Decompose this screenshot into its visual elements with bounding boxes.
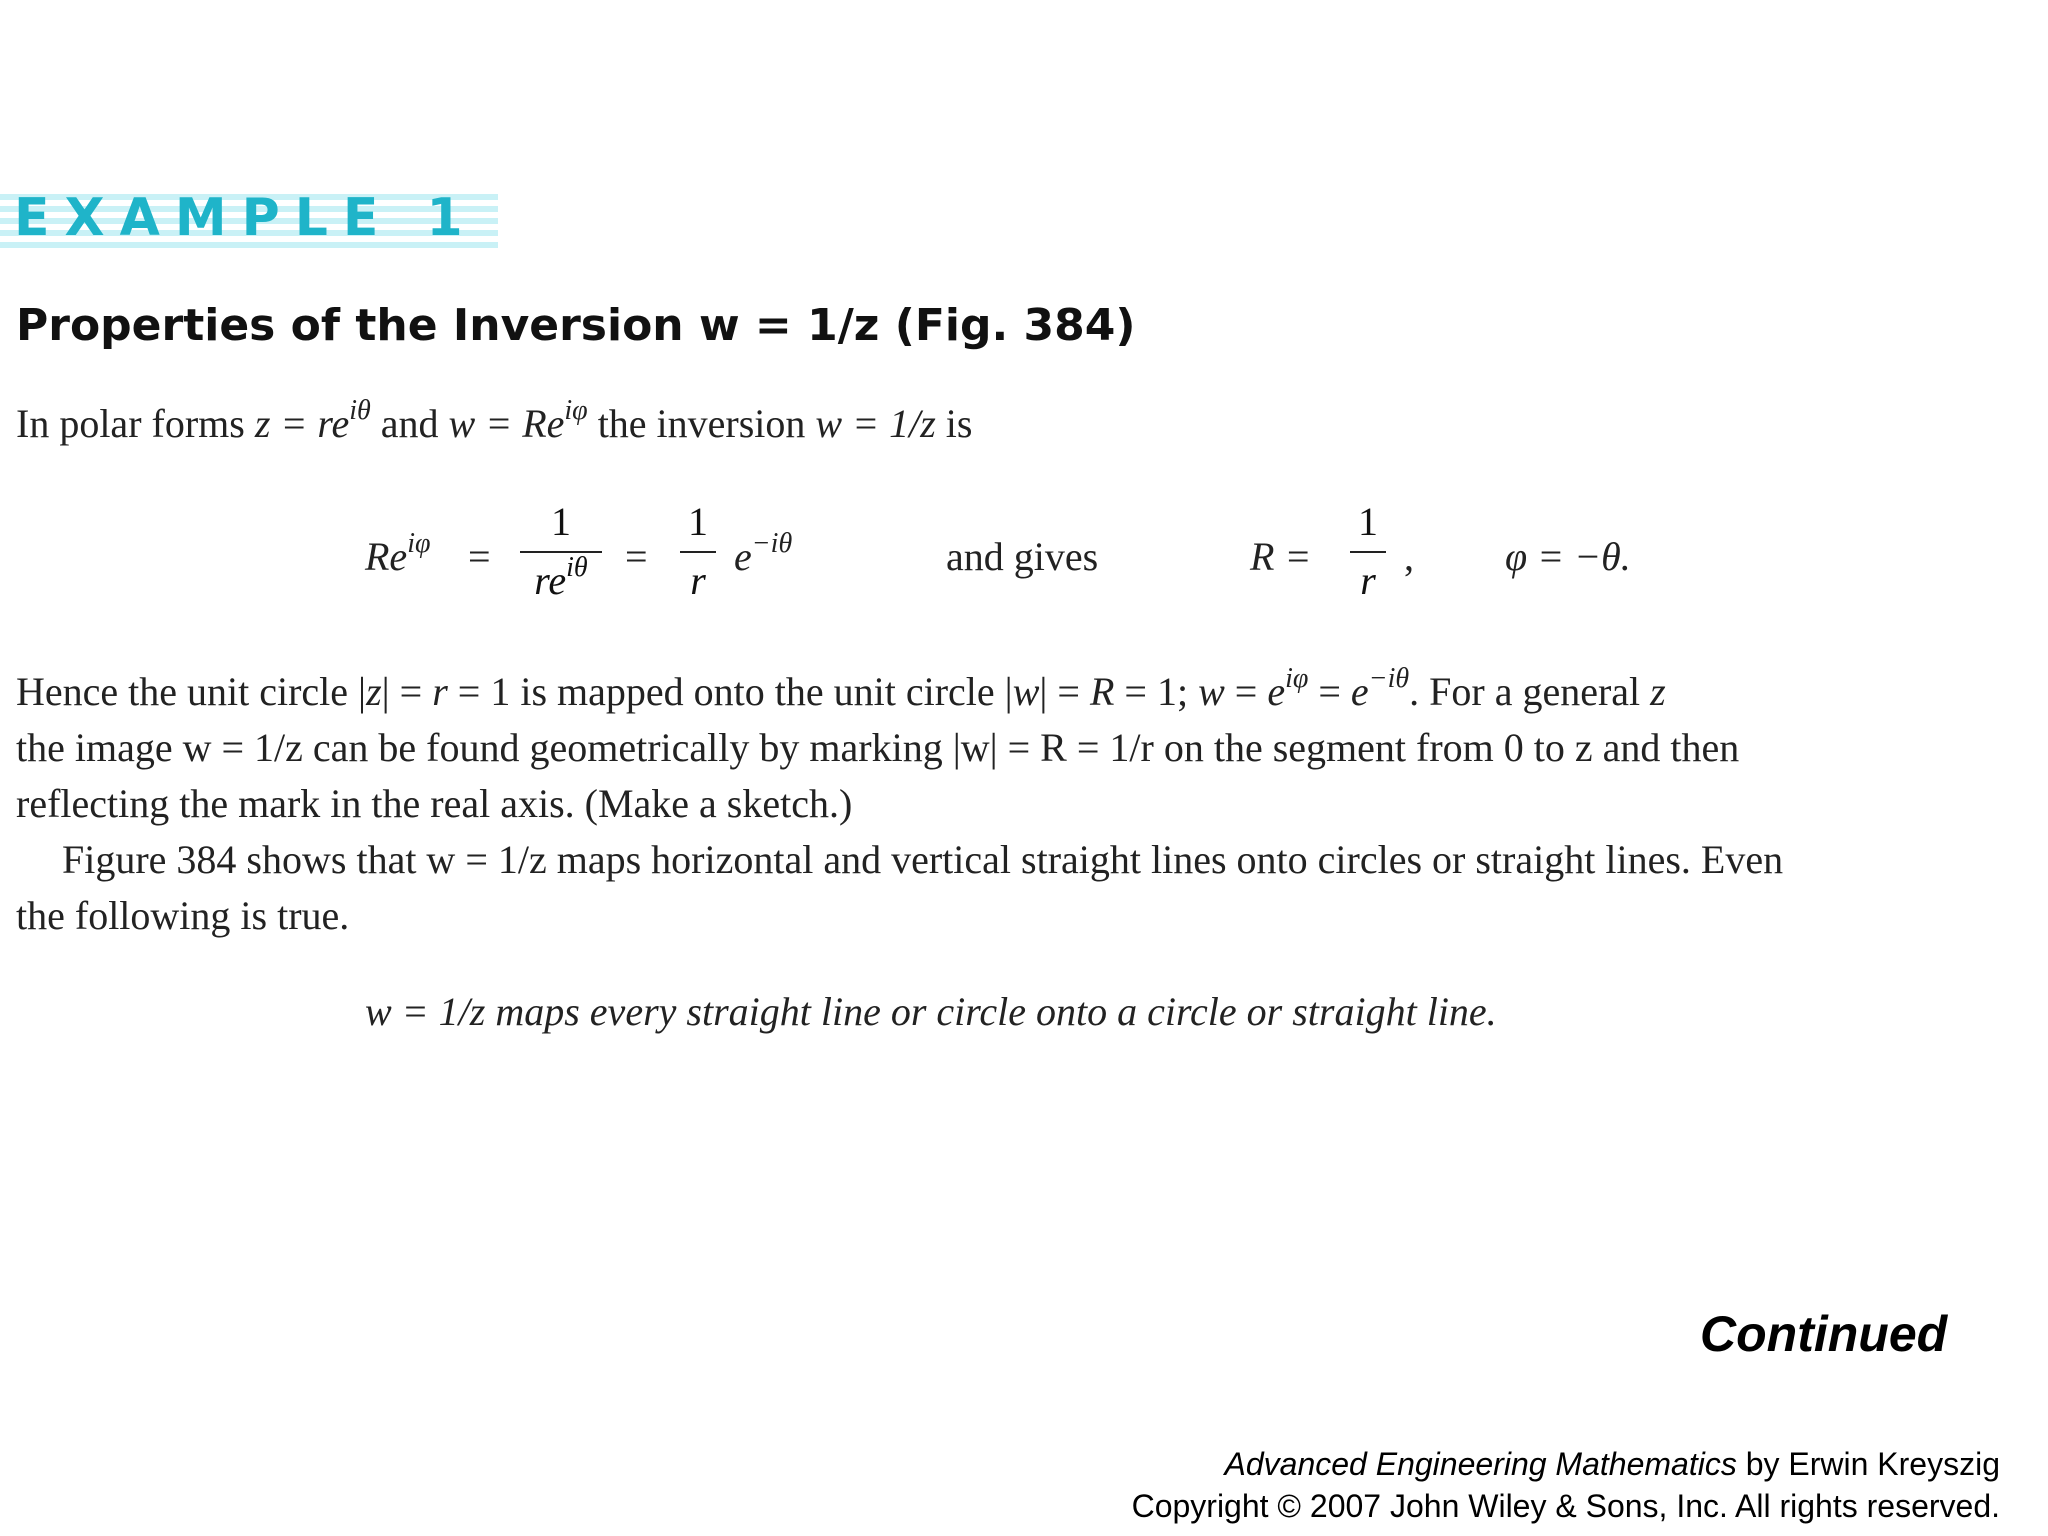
eq-lhs-base: Re (365, 534, 408, 579)
eq-lhs-sup: iφ (407, 528, 431, 559)
eq-exp-base: e (734, 534, 752, 579)
example-label-text: EXAMPLE 1 (14, 188, 478, 248)
footer-copyright: Copyright © 2007 John Wiley & Sons, Inc. All rights reserved. (1131, 1488, 2000, 1524)
p1-R: R (1089, 669, 1115, 714)
p1-text-c: = 1 is mapped onto the unit circle | (447, 669, 1013, 714)
eq-frac3-den: r (1360, 558, 1376, 603)
p1-text-a: Hence the unit circle | (16, 669, 367, 714)
p1-z2: z (1650, 669, 1666, 714)
eq-comma: , (1404, 534, 1414, 579)
p1-w2: w (1198, 669, 1225, 714)
p1-text-d: | = (1039, 669, 1090, 714)
p1-r: r (432, 669, 448, 714)
eq-exp-sup: −iθ (751, 528, 793, 559)
eq-frac2-num: 1 (688, 499, 708, 544)
p1-e1: e (1267, 669, 1286, 714)
eq-frac3-num: 1 (1358, 499, 1378, 544)
eq-frac2-den: r (690, 558, 706, 603)
intro-text-a: In polar forms (16, 401, 255, 446)
eq-exponential (734, 528, 793, 580)
intro-z-sup: iθ (349, 395, 371, 426)
intro-inversion: w = 1/z (815, 401, 936, 446)
paragraph2-line1: Figure 384 shows that w = 1/z maps horizontal and vertical straight lines onto circles or straight lines. Even (62, 837, 1784, 882)
footer-byline: by Erwin Kreyszig (1736, 1446, 2000, 1482)
intro-text-d: is (935, 401, 973, 446)
p1-e2: e (1350, 669, 1369, 714)
continued-label: Continued (1700, 1306, 1948, 1362)
p1-e1-sup: iφ (1285, 663, 1309, 694)
eq-frac3-bar (1350, 551, 1386, 553)
eq-equals-2: = (625, 534, 648, 579)
p1-text-f: = (1224, 669, 1268, 714)
eq-fraction-3 (1350, 498, 1386, 604)
paragraph1-line3: reflecting the mark in the real axis. (Make a sketch.) (16, 781, 853, 826)
eq-and-gives: and gives (946, 534, 1099, 579)
eq-frac1-num: 1 (551, 499, 571, 544)
inversion-statement: w = 1/z maps every straight line or circle onto a circle or straight line. (365, 989, 1497, 1034)
intro-text-b: and (370, 401, 449, 446)
p1-z: z (366, 669, 382, 714)
eq-frac1-den-base: re (534, 558, 567, 603)
example-label (0, 188, 498, 248)
eq-frac1-den (520, 552, 602, 604)
eq-frac1-bar (520, 551, 602, 553)
example-title: Properties of the Inversion w = 1/z (Fig. 384) (16, 300, 1136, 351)
eq-fraction-1 (520, 498, 602, 604)
p1-text-b: | = (381, 669, 433, 714)
eq-fraction-2 (680, 498, 716, 604)
intro-text-c: the inversion (587, 401, 816, 446)
p1-w: w (1012, 669, 1040, 714)
p1-text-g: = (1308, 669, 1351, 714)
intro-w-eq: w = Re (448, 401, 565, 446)
p1-text-e: = 1; (1114, 669, 1199, 714)
eq-frac1-den-sup: iθ (566, 552, 588, 583)
paragraph2-line2: the following is true. (16, 893, 350, 938)
eq-phi: φ = −θ. (1505, 534, 1631, 579)
eq-lhs (365, 528, 431, 580)
p1-text-h: . For a general (1409, 669, 1651, 714)
intro-line (16, 395, 973, 447)
eq-equals-1: = (468, 534, 491, 579)
paragraph1-line1 (16, 663, 1666, 715)
eq-frac2-bar (680, 551, 716, 553)
intro-z-eq: z = re (254, 401, 350, 446)
p1-e2-sup: −iθ (1368, 663, 1410, 694)
paragraph1-line2: the image w = 1/z can be found geometrically by marking |w| = R = 1/r on the segment from 0 to z and then (16, 725, 1740, 770)
intro-w-sup: iφ (564, 395, 588, 426)
footer-book-line (1225, 1446, 2000, 1483)
eq-R-lhs: R = (1250, 534, 1312, 579)
footer-book-title: Advanced Engineering Mathematics (1224, 1446, 1737, 1482)
